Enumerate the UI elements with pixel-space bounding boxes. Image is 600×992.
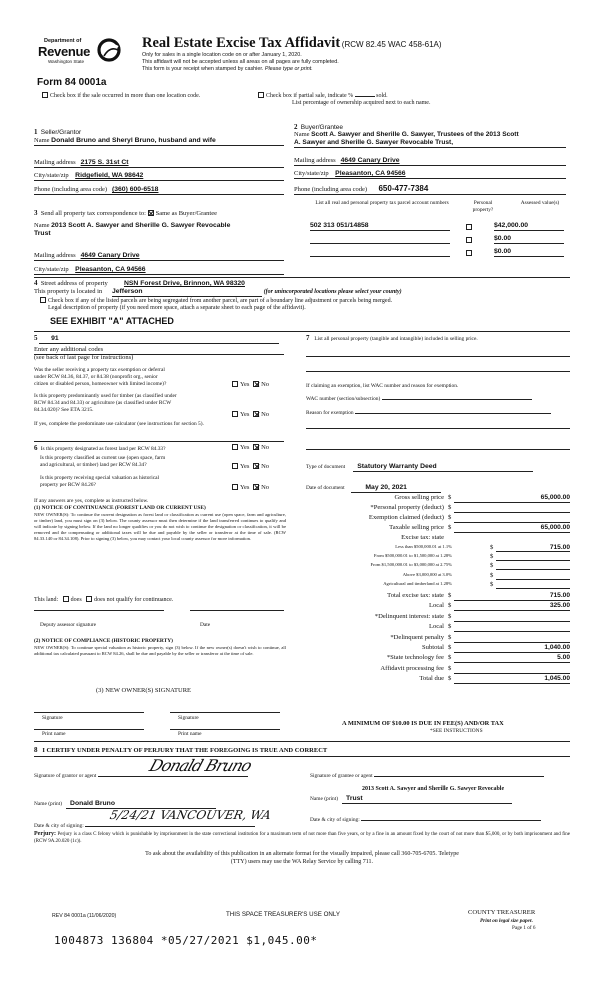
- dollar-sign: $: [448, 494, 452, 501]
- buyer-city: City/state/zip Pleasanton, CA 94566: [294, 170, 566, 179]
- checkbox[interactable]: [42, 92, 48, 98]
- fee-value: 65,000.00: [540, 524, 570, 531]
- yes-checkbox[interactable]: [232, 381, 238, 387]
- no-checkbox[interactable]: [253, 444, 259, 450]
- signature-label: Signature: [178, 715, 199, 721]
- tier-label: From $1,500,000.01 to $3,000,000 at 2.75%: [370, 562, 452, 568]
- notice-continuance-body: NEW OWNER(S): To continue the current designation as forest land or classification as current use (open space, farm and agriculture, or timber) land, you must sign on (3) below. The county assessor must then determine if the land transferred continues to qualify and will indicate by signing below. If the land no longer qualifies or you do not wish to continue the designation or classification, it will be removed and the compensating or additional taxes will be due and payable by the seller or transferor at the time of sale. (RCW 84.33.140 or 84.34.108). Prior to signing (3) below, you may contact your local county assessor for more information.: [34, 512, 286, 541]
- grantor-name: Name (print) Donald Bruno: [34, 800, 216, 809]
- grantee-signature: Signature of grantee or agent: [310, 768, 544, 780]
- total-value-line[interactable]: [454, 662, 570, 663]
- signature-label: Signature: [42, 715, 63, 721]
- personal-property-checkbox[interactable]: [466, 250, 472, 256]
- tax-tier-row: [300, 581, 570, 590]
- seller-mail-field[interactable]: 2175 S. 31st Ct: [80, 159, 129, 166]
- fee-label: Taxable selling price: [389, 524, 444, 531]
- yes-checkbox[interactable]: [232, 444, 238, 450]
- grantee-name-field[interactable]: Trust: [342, 795, 512, 804]
- grantee-date-city: Date & city of signing:: [310, 812, 541, 824]
- notice-compliance-body: NEW OWNER(S): To continue special valuation as historic property, sign (3) below. If the new owner(s) doesn't wish to continue, all additional tax calculated pursuant to RCW 84.26, shall be due and payable by the seller or transferor at the time of sale.: [34, 645, 286, 656]
- dollar-sign: $: [448, 644, 452, 651]
- county-treasurer: COUNTY TREASURER: [468, 909, 536, 916]
- fee-row: [300, 534, 570, 544]
- does-checkbox[interactable]: [63, 596, 69, 602]
- print-name-label: Print name: [42, 731, 66, 737]
- grantor-date-handwritten: 5/24/21 VANCOUVER, WA: [108, 808, 273, 822]
- property-county-field[interactable]: Jefferson: [112, 288, 262, 297]
- yes-no-timber: Yes No: [232, 411, 269, 419]
- buyer-name: Name Scott A. Sawyer and Sherille G. Sawyer, Trustees of the 2013 Scott: [294, 131, 519, 138]
- legal-description-label: Legal description of property (if you need more space, attach a separate sheet to each page of the affidavit).: [48, 305, 306, 311]
- total-label: Local: [428, 623, 444, 631]
- parcel-row: [310, 235, 570, 246]
- seller-phone: Phone (including area code) (360) 600-6518: [34, 186, 284, 195]
- property-street: 4 Street address of property NSN Forest Drive, Brinnon, WA 98320: [34, 279, 245, 287]
- fee-row: [300, 514, 570, 524]
- parcel-row: [310, 222, 570, 233]
- total-label: Local: [428, 602, 444, 610]
- tax-tier-row: [300, 562, 570, 571]
- fee-label: Excise tax: state: [401, 534, 444, 541]
- property-county: This property is located in Jefferson (for unincorporated locations please select your county): [34, 288, 402, 297]
- see-instructions: *SEE INSTRUCTIONS: [430, 728, 483, 734]
- parcel-number-field[interactable]: [310, 248, 450, 257]
- parcel-number-field[interactable]: [310, 235, 450, 244]
- grantee-name: Name (print) Trust: [310, 795, 512, 804]
- form-title: Real Estate Excise Tax Affidavit (RCW 82.45 WAC 458-61A): [142, 35, 442, 51]
- tier-value-line[interactable]: [496, 560, 570, 561]
- certify-statement: 8 I CERTIFY UNDER PENALTY OF PERJURY THAT THE FOREGOING IS TRUE AND CORRECT: [34, 746, 328, 754]
- exemption-reason: Reason for exemption: [306, 410, 551, 417]
- section5-code: 5 91: [34, 334, 279, 344]
- buyer-name-line2: A. Sawyer and Sherille G. Sawyer Revocable Trust,: [294, 139, 566, 148]
- fee-label: Exemption claimed (deduct): [368, 514, 444, 521]
- document-type-field[interactable]: Statutory Warranty Deed: [353, 463, 533, 472]
- total-row: [300, 623, 570, 633]
- total-label: Total excise tax: state: [387, 592, 444, 599]
- no-checkbox[interactable]: [253, 381, 259, 387]
- dollar-sign: $: [448, 675, 452, 683]
- legal-description: SEE EXHIBIT "A" ATTACHED: [50, 316, 174, 326]
- total-value-line[interactable]: [454, 673, 570, 674]
- buyer-mail: Mailing address 4649 Canary Drive: [294, 157, 566, 166]
- dept-line2: Revenue: [38, 44, 91, 59]
- seller-name: Name Donald Bruno and Sheryl Bruno, husband and wife: [34, 137, 284, 146]
- deputy-date-label: Date: [200, 622, 211, 628]
- buyer-city-field[interactable]: Pleasanton, CA 94566: [335, 170, 406, 177]
- yes-checkbox[interactable]: [232, 463, 238, 469]
- assessed-value-field[interactable]: $0.00: [494, 248, 564, 257]
- grantor-signature: Signature of grantor or agent: [34, 768, 248, 780]
- tier-label: Less than $500,000.01 at 1.1%: [395, 544, 452, 549]
- dollar-sign: $: [448, 612, 452, 620]
- grantee-date-city-field[interactable]: [361, 812, 541, 821]
- document-date-field[interactable]: May 20, 2021: [351, 484, 441, 493]
- correspondence-mail-field[interactable]: 4649 Canary Drive: [80, 252, 140, 259]
- question-current-use: Is this property classified as current use (open space, farm and agricultural, or timber) land per RCW 84.34?: [40, 455, 166, 468]
- notice-continuance-title: (1) NOTICE OF CONTINUANCE (FOREST LAND OR CURRENT USE): [34, 505, 206, 511]
- total-row: [300, 602, 570, 612]
- seller-city-field[interactable]: Ridgefield, WA 98642: [75, 172, 144, 179]
- perjury-note: Perjury: Perjury is a class C felony which is punishable by imprisonment in the state correctional institution for a maximum term of not more than five years, or by a fine in an amount fixed by the court of not more than $5,000, or by both imprisonment and fine (RCW 9A.20.020 (1c)).: [34, 831, 571, 844]
- form-number: Form 84 0001a: [37, 77, 107, 88]
- tier-label: From $500,000.01 to $1,500,000 at 1.28%: [373, 553, 452, 559]
- dollar-sign: $: [490, 553, 494, 561]
- tier-label: Agricultural and timberland at 1.28%: [383, 580, 452, 586]
- total-row: [300, 644, 570, 654]
- land-use-code-field[interactable]: 91: [39, 335, 279, 344]
- total-value: 1,045.00: [544, 675, 570, 683]
- if-yes-note: If yes, complete the predominate use calculator (see instructions for section 5).: [34, 421, 204, 427]
- treasurer-space: THIS SPACE TREASURER'S USE ONLY: [226, 911, 340, 918]
- dor-logo: [36, 36, 128, 72]
- fee-row: [300, 504, 570, 514]
- grantor-name-field[interactable]: Donald Bruno: [66, 800, 216, 809]
- dollar-sign: $: [448, 504, 452, 511]
- dor-swoosh-icon: [96, 38, 122, 62]
- cashier-stamp: 1004873 136804 *05/27/2021 $1,045.00*: [54, 934, 318, 947]
- exemption-label: If claiming an exemption, list WAC number and reason for exemption.: [306, 383, 459, 389]
- correspondence-city: City/state/zip Pleasanton, CA 94566: [34, 266, 284, 275]
- question-exemption: Was the seller receiving a property tax exemption or deferral under RCW 84.36, 84.37, or 84.38 (nonprofit org., senior citizen or disabled person, homeowner with limited income)?: [34, 367, 167, 387]
- this-land: This land: does does not qualify for continuance.: [34, 597, 174, 603]
- total-row: [300, 675, 570, 685]
- buyer-phone-field[interactable]: 650-477-7384: [378, 184, 429, 193]
- tier-value-line[interactable]: [496, 588, 570, 589]
- total-value-line[interactable]: [454, 631, 570, 632]
- buyer-heading: 2 Buyer/Grantee: [294, 123, 344, 131]
- no-checkbox[interactable]: [253, 463, 259, 469]
- subtitle-1: Only for sales in a single location code on or after January 1, 2020.: [142, 52, 302, 58]
- parcel-table-header: List all real and personal property tax parcel account numbers Personal property? Assessed value(s): [315, 200, 560, 213]
- property-street-field[interactable]: NSN Forest Drive, Brinnon, WA 98320: [123, 280, 245, 287]
- yes-no-historic: Yes No: [232, 484, 269, 492]
- document-date: Date of document May 20, 2021: [306, 484, 441, 493]
- tier-value-line[interactable]: [496, 569, 570, 570]
- personal-property-checkbox[interactable]: [466, 224, 472, 230]
- question-historic: Is this property receiving special valuation as historical property per RCW 84.26?: [40, 475, 160, 488]
- deputy-signature-label: Deputy assessor signature: [40, 622, 96, 628]
- revision-number: REV 84 0001a (11/06/2020): [52, 913, 117, 919]
- total-row: [300, 613, 570, 623]
- total-row: [300, 654, 570, 664]
- grantee-name-line1: 2013 Scott A. Sawyer and Sherille G. Sawyer Revocable: [362, 786, 505, 792]
- total-label: *State technology fee: [386, 654, 444, 662]
- tier-value-line[interactable]: [496, 579, 570, 580]
- fee-value: 65,000.00: [540, 494, 570, 501]
- fee-value-line[interactable]: [454, 512, 570, 513]
- dollar-sign: $: [490, 544, 494, 551]
- correspondence-name: Name 2013 Scott A. Sawyer and Sherille G. Sawyer Revocable: [34, 222, 231, 229]
- notice-compliance-title: (2) NOTICE OF COMPLIANCE (HISTORIC PROPERTY): [34, 638, 173, 644]
- total-label: Affidavit processing fee: [380, 664, 444, 672]
- total-row: [300, 665, 570, 675]
- alternate-format-1: To ask about the availability of this publication in an alternate format for the visually impaired, please call 360-705-6705. Teletype: [145, 851, 459, 857]
- personal-property-checkbox[interactable]: [466, 237, 472, 243]
- dollar-sign: $: [490, 571, 494, 579]
- yes-no-current-use: Yes No: [232, 463, 269, 471]
- tier-label: Above $3,000,000 at 3.0%: [402, 571, 452, 577]
- parcel-number-field[interactable]: 502 313 051/14858: [310, 222, 450, 231]
- dept-line1: Department of: [44, 38, 82, 44]
- enter-codes: Enter any additional codes: [34, 346, 284, 355]
- does-not-checkbox[interactable]: [86, 596, 92, 602]
- check-partial-sale[interactable]: Check box if partial sale, indicate % sold.: [258, 92, 388, 101]
- if-any-yes: If any answers are yes, complete as instructed below.: [34, 498, 149, 504]
- total-value: 1,040.00: [544, 644, 570, 651]
- dollar-sign: $: [448, 654, 452, 662]
- buyer-name-field[interactable]: Scott A. Sawyer and Sherille G. Sawyer, Trustees of the 2013 Scott: [311, 131, 519, 138]
- total-row: [300, 592, 570, 602]
- dollar-sign: $: [448, 524, 452, 531]
- yes-no-exemption: Yes No: [232, 381, 269, 389]
- subtitle-3: This form is your receipt when stamped by cashier. Please type or print.: [142, 66, 313, 72]
- total-label: Total due: [419, 675, 444, 683]
- legal-size-note: Print on legal size paper.: [480, 918, 533, 924]
- new-owner-signature-heading: (3) NEW OWNER(S) SIGNATURE: [96, 687, 192, 694]
- correspondence-name-line2: Trust: [34, 230, 51, 237]
- total-label: Subtotal: [422, 644, 444, 651]
- checkbox[interactable]: [40, 297, 46, 303]
- wac-number: WAC number (section/subsection): [306, 396, 532, 403]
- total-value-line[interactable]: [454, 621, 570, 622]
- dollar-sign: $: [448, 623, 452, 631]
- exemption-reason-field[interactable]: [355, 413, 551, 414]
- page-number: Page 1 of 6: [512, 925, 536, 931]
- grantee-signature-field[interactable]: [374, 768, 544, 777]
- seller-name-field[interactable]: Donald Bruno and Sheryl Bruno, husband and wife: [51, 137, 216, 144]
- print-name-label: Print name: [178, 731, 202, 737]
- tax-tier-row: [300, 544, 570, 553]
- wac-number-field[interactable]: [382, 399, 532, 400]
- total-row: [300, 634, 570, 644]
- question-timber: Is this property predominantly used for timber (as classified under RCW 84.34 and 84.33) or agriculture (as classified under RCW 84.34.020)? See ETA 3215.: [34, 393, 177, 413]
- dollar-sign: $: [448, 633, 452, 641]
- seller-mail: Mailing address 2175 S. 31st Ct: [34, 159, 284, 168]
- dollar-sign: $: [490, 580, 494, 588]
- correspondence-city-field[interactable]: Pleasanton, CA 94566: [75, 266, 146, 273]
- total-value-line[interactable]: [454, 642, 570, 643]
- fee-value-line[interactable]: [454, 522, 570, 523]
- seller-phone-field[interactable]: (360) 600-6518: [111, 186, 159, 193]
- total-label: *Delinquent interest: state: [374, 612, 444, 620]
- dollar-sign: $: [448, 592, 452, 599]
- total-value: 5.00: [557, 654, 570, 662]
- minimum-note: A MINIMUM OF $10.00 IS DUE IN FEE(S) AND/OR TAX: [342, 720, 504, 727]
- correspondence-heading: 3 Send all property tax correspondence to: Same as Buyer/Grantee: [34, 209, 217, 217]
- no-checkbox[interactable]: [253, 411, 259, 417]
- dollar-sign: $: [490, 562, 494, 570]
- dept-line3: Washington State: [48, 59, 85, 64]
- fee-row: [300, 494, 570, 504]
- check-segregated[interactable]: Check box if any of the listed parcels are being segregated from another parcel, are part of a boundary line adjustment or parcels being merged.: [40, 297, 392, 306]
- seller-city: City/state/zip Ridgefield, WA 98642: [34, 172, 284, 181]
- tax-tier-row: [300, 572, 570, 581]
- dollar-sign: $: [448, 514, 452, 521]
- question-forest: 6 Is this property designated as forest land per RCW 84.33?: [34, 444, 166, 452]
- checkbox[interactable]: [258, 92, 264, 98]
- yes-checkbox[interactable]: [232, 484, 238, 490]
- buyer-phone: Phone (including area code) 650-477-7384: [294, 184, 566, 195]
- tier-value: 715.00: [549, 544, 570, 551]
- assessed-value-field[interactable]: $42,000.00: [494, 222, 564, 231]
- dollar-sign: $: [448, 664, 452, 672]
- assessed-value-field[interactable]: $0.00: [494, 235, 564, 244]
- fee-label: Gross selling price: [394, 494, 444, 501]
- document-type: Type of document Statutory Warranty Deed: [306, 463, 533, 472]
- correspondence-name-field[interactable]: 2013 Scott A. Sawyer and Sherille G. Sawyer Revocable: [51, 222, 231, 229]
- grantor-date-city: Date & city of signing:: [34, 818, 255, 830]
- alternate-format-2: (TTY) users may use the WA Relay Service by calling 711.: [230, 859, 374, 865]
- see-back: (see back of last page for instructions): [34, 354, 134, 361]
- fee-label: *Personal property (deduct): [370, 504, 444, 511]
- yes-no-forest: Yes No: [232, 444, 269, 452]
- buyer-mail-field[interactable]: 4649 Canary Drive: [340, 157, 400, 164]
- total-value: 325.00: [549, 602, 570, 610]
- total-value: 715.00: [549, 592, 570, 599]
- dollar-sign: $: [448, 602, 452, 610]
- fee-row: [300, 524, 570, 534]
- total-label: *Delinquent penalty: [390, 633, 444, 641]
- parcel-row: [310, 248, 570, 259]
- subtitle-2: This affidavit will not be accepted unless all areas on all pages are fully completed.: [142, 59, 339, 65]
- seller-heading: 1 Seller/Grantor: [34, 128, 82, 136]
- same-as-buyer-checkbox[interactable]: [148, 210, 154, 216]
- no-checkbox[interactable]: [253, 484, 259, 490]
- tax-tier-row: [300, 553, 570, 562]
- personal-property-list: 7 List all personal property (tangible and intangible) included in selling price.: [306, 334, 478, 342]
- partial-note: List percentage of ownership acquired next to each name.: [292, 100, 431, 106]
- check-multi-location[interactable]: Check box if the sale occurred in more than one location code.: [42, 92, 200, 101]
- grantor-signature-image: Donald Bruno: [147, 756, 254, 775]
- correspondence-mail: Mailing address 4649 Canary Drive: [34, 252, 284, 261]
- yes-checkbox[interactable]: [232, 411, 238, 417]
